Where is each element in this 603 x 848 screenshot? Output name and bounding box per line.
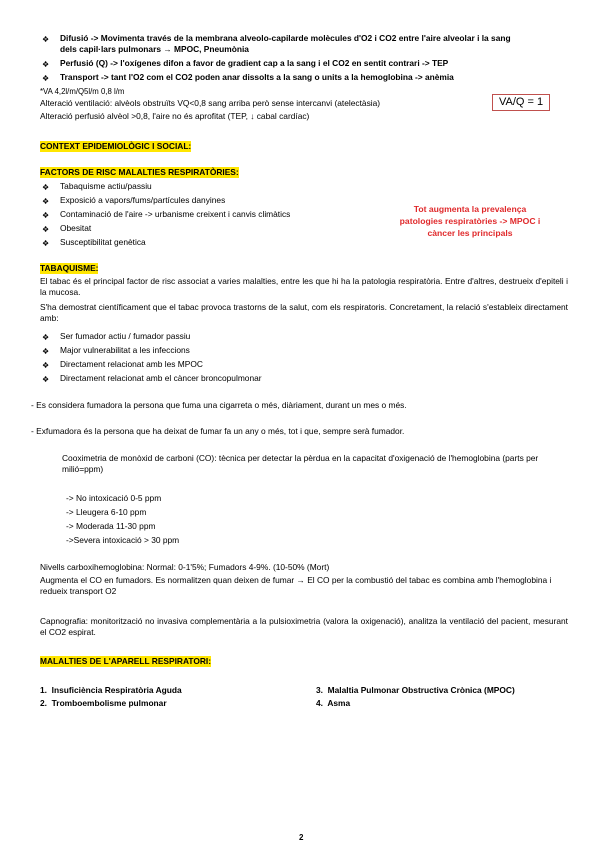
bullet-diamond-icon: ❖ (42, 183, 50, 192)
co-level: ->Severa intoxicació > 30 ppm (66, 535, 180, 545)
risk-note-line: Tot augmenta la prevalença (413, 204, 527, 214)
malalties-heading: MALALTIES DE L'APARELL RESPIRATORI: (40, 656, 212, 666)
bullet-diamond-icon: ❖ (42, 74, 50, 83)
bullet-diamond-icon: ❖ (42, 375, 50, 384)
malaltia-label: Tromboembolisme pulmonar (51, 698, 167, 708)
cooximetria-paragraph: Cooximetria de monòxid de carboni (CO): tècnica per detectar la pèrdua en la capacitat d'oxigenació de l'hemoglobina (parts per milió=ppm) (62, 453, 539, 474)
malaltia-item (316, 698, 350, 709)
risk-note-line: patologies respiratòries -> MPOC i (399, 216, 541, 226)
malaltia-item (316, 685, 515, 696)
malaltia-number: 3. (316, 685, 323, 695)
bullet-diamond-icon: ❖ (42, 211, 50, 220)
bullet-diamond-icon: ❖ (42, 60, 50, 69)
augmenta-co-paragraph: Augmenta el CO en fumadors. Es normalitzen quan deixen de fumar → El CO per la combustió del tabac es combina amb l'hemoglobina i redueix transport O2 (40, 575, 552, 596)
risk-note-line: càncer les principals (427, 228, 513, 238)
bullet-diamond-icon: ❖ (42, 35, 50, 44)
tabaquisme-item: Directament relacionat amb el càncer broncopulmonar (60, 373, 262, 383)
transport-line: Transport -> tant l'O2 com el CO2 poden anar dissolts a la sang o units a la hemoglobina -> anèmia (60, 72, 454, 82)
risk-note (380, 203, 560, 239)
co-level: -> No intoxicació 0-5 ppm (66, 493, 162, 503)
va-note: *VA 4,2l/m/Q5l/m 0,8 l/m (40, 87, 125, 96)
tabaquisme-paragraph-1: El tabac és el principal factor de risc associat a varies malalties, entre les que hi ha la patologia respiratòria. Entre d'altres, destrueix d'epiteli i la mucosa. (40, 276, 568, 297)
malaltia-number: 2. (40, 698, 47, 708)
risk-item: Exposició a vapors/fums/partícules danyines (60, 195, 226, 205)
bullet-diamond-icon: ❖ (42, 197, 50, 206)
malaltia-label: Malaltia Pulmonar Obstructiva Crònica (MPOC) (327, 685, 515, 695)
malaltia-label: Insuficiència Respiratòria Aguda (51, 685, 182, 695)
vq-formula-box: VA/Q = 1 (492, 94, 550, 111)
risk-item: Contaminació de l'aire -> urbanisme creixent i canvis climàtics (60, 209, 291, 219)
alteration-perfusion: Alteració perfusió alvèol >0,8, l'aire no és aprofitat (TEP, ↓ cabal cardíac) (40, 111, 310, 121)
risk-item: Susceptibilitat genètica (60, 237, 146, 247)
bullet-diamond-icon: ❖ (42, 361, 50, 370)
bullet-diamond-icon: ❖ (42, 239, 50, 248)
exfumadora-definition: - Exfumadora és la persona que ha deixat de fumar fa un any o més, tot i que, sempre serà fumador. (31, 426, 405, 436)
capnografia-paragraph: Capnografia: monitorització no invasiva complementària a la pulsioximetria (valora la oxigenació), analitza la ventilació del pacient, mesurant el CO2 espirat. (40, 616, 568, 637)
malaltia-number: 1. (40, 685, 47, 695)
tabaquisme-item: Ser fumador actiu / fumador passiu (60, 331, 191, 341)
co-level: -> Moderada 11-30 ppm (66, 521, 156, 531)
co-level: -> Lleugera 6-10 ppm (66, 507, 147, 517)
difusio-line-cont: dels capil·lars pulmonars → MPOC, Pneumònia (60, 44, 249, 54)
alteration-ventilation: Alteració ventilació: alvèols obstruïts VQ<0,8 sang arriba però sense intercanvi (atelectàsia) (40, 98, 381, 108)
carboxihemoglobina-levels: Nivells carboxihemoglobina: Normal: 0-1'5%; Fumadors 4-9%. (10-50% (Mort) (40, 562, 330, 572)
page-number: 2 (299, 833, 304, 842)
tabaquisme-item: Directament relacionat amb les MPOC (60, 359, 203, 369)
tabaquisme-item: Major vulnerabilitat a les infeccions (60, 345, 190, 355)
malaltia-item (40, 685, 182, 696)
fumadora-definition: - Es considera fumadora la persona que fuma una cigarreta o més, diàriament, durant un mes o més. (31, 400, 407, 410)
bullet-diamond-icon: ❖ (42, 225, 50, 234)
context-heading: CONTEXT EPIDEMIOLÒGIC I SOCIAL: (40, 141, 192, 151)
tabaquisme-paragraph-2: S'ha demostrat científicament que el tabac provoca trastorns de la salut, com els respiratoris. Concretament, la relació s'estableix directament amb: (40, 302, 568, 323)
tabaquisme-heading: TABAQUISME: (40, 263, 99, 273)
perfusio-line: Perfusió (Q) -> l'oxígenes difon a favor de gradient cap a la sang i el CO2 en sentit contrari -> TEP (60, 58, 449, 68)
bullet-diamond-icon: ❖ (42, 333, 50, 342)
malaltia-label: Asma (327, 698, 351, 708)
malaltia-item (40, 698, 167, 709)
malaltia-number: 4. (316, 698, 323, 708)
bullet-diamond-icon: ❖ (42, 347, 50, 356)
risk-heading: FACTORS DE RISC MALALTIES RESPIRATÒRIES: (40, 167, 239, 177)
risk-item: Tabaquisme actiu/passiu (60, 181, 152, 191)
difusio-line: Difusió -> Movimenta través de la membrana alveolo-capilarde molècules d'O2 i CO2 entre l'aire alveolar i la sang (60, 33, 511, 43)
risk-item: Obesitat (60, 223, 92, 233)
